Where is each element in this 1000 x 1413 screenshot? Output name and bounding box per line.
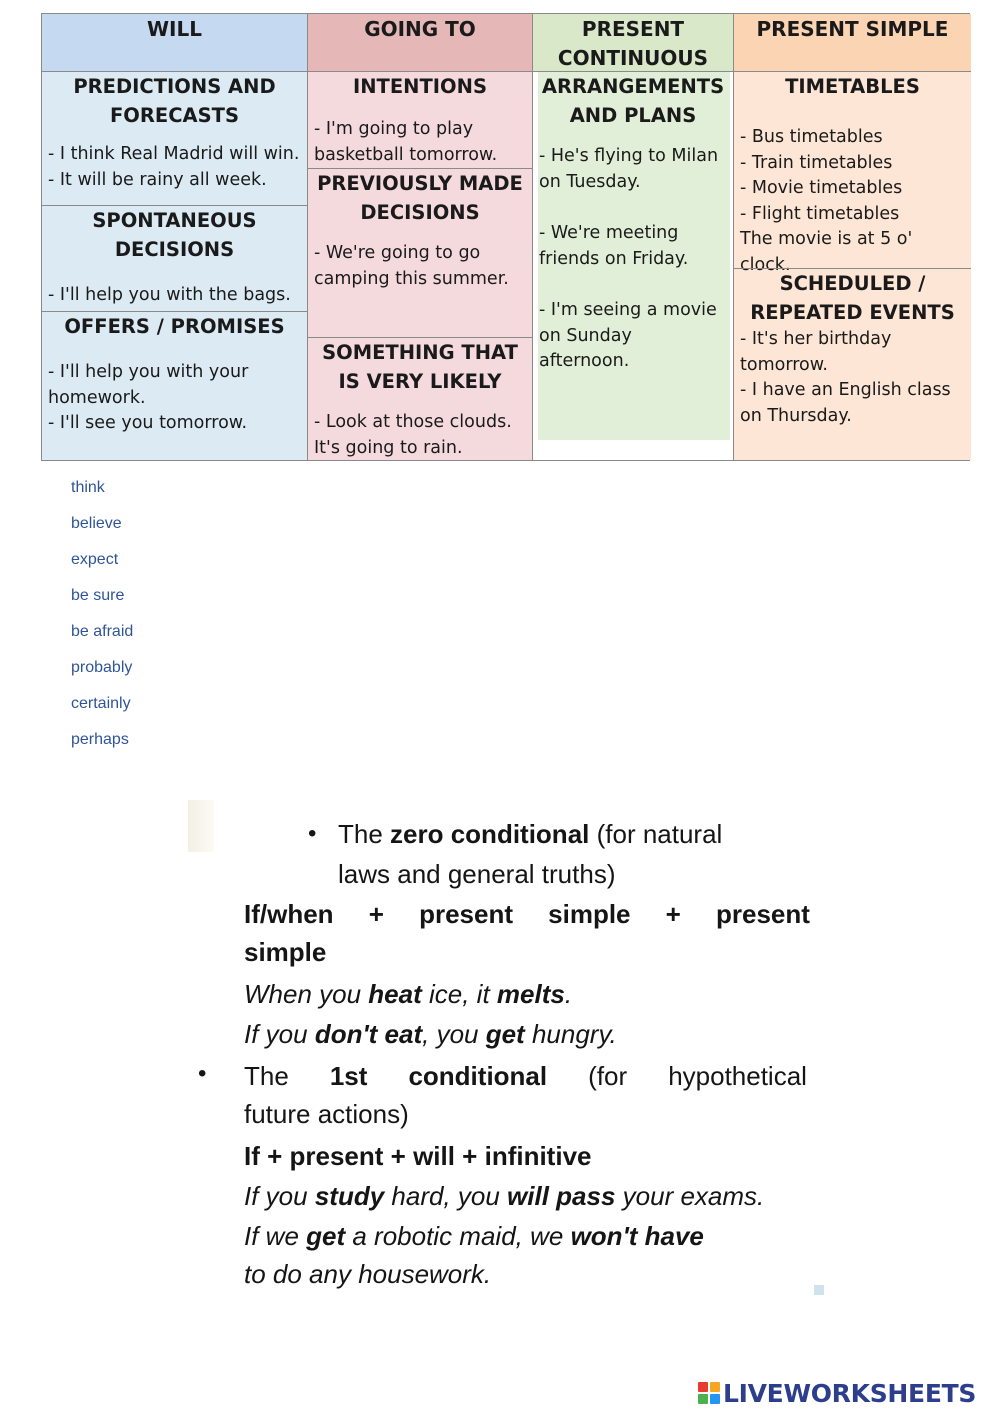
logo-icon — [698, 1382, 720, 1404]
section-title: ARRANGEMENTS AND PLANS — [541, 75, 725, 127]
list-item: think — [71, 479, 105, 496]
present-continuous-column — [533, 14, 734, 460]
example-line: - I think Real Madrid will win. — [48, 144, 300, 164]
example-line: - Flight timetables — [740, 203, 900, 224]
example-line: The movie is at 5 o' clock. — [740, 229, 913, 275]
example-line: on Thursday. — [740, 405, 852, 426]
list-item: perhaps — [71, 731, 129, 748]
section-title: SCHEDULED / REPEATED EVENTS — [750, 272, 955, 324]
arrangements-cell — [533, 72, 733, 452]
example-line: - I'll see you tomorrow. — [48, 413, 248, 433]
zero-conditional-structure: If/when + present simple + present — [244, 899, 810, 929]
going-to-column — [308, 14, 533, 460]
example-line: - I'm going to play — [314, 119, 474, 139]
tenses-table — [41, 13, 970, 461]
going-very-likely-cell — [308, 337, 532, 461]
will-spontaneous-cell — [42, 205, 307, 311]
example-line: - I'm seeing a movie — [539, 300, 717, 320]
list-item: be sure — [71, 587, 125, 604]
will-offers-cell — [42, 311, 307, 461]
list-item: expect — [71, 551, 119, 568]
liveworksheets-logo — [698, 1378, 976, 1408]
section-title: SPONTANEOUS DECISIONS — [92, 209, 257, 261]
list-item: believe — [71, 515, 122, 532]
section-title: INTENTIONS — [352, 75, 487, 98]
example-line: homework. — [48, 387, 146, 408]
section-title: PREDICTIONS AND FORECASTS — [73, 75, 276, 127]
zero-conditional-example-2: If you don't eat, you get hungry. — [244, 1019, 617, 1049]
section-title: TIMETABLES — [785, 75, 920, 98]
first-conditional-example-2-line2: to do any housework. — [244, 1259, 492, 1289]
first-conditional-label-line2: future actions) — [244, 1099, 409, 1129]
example-line: camping this summer. — [314, 268, 509, 289]
first-conditional-example-1: If you study hard, you will pass your exams. — [244, 1181, 765, 1211]
section-title: PREVIOUSLY MADE DECISIONS — [317, 172, 523, 224]
example-line: on Tuesday. — [539, 171, 641, 192]
example-line: - Train timetables — [740, 152, 893, 173]
opinion-words-list — [71, 475, 133, 763]
timetables-cell — [734, 72, 971, 275]
example-line: - He's flying to Milan — [539, 146, 719, 166]
list-item: probably — [71, 659, 133, 676]
first-conditional-label: The 1st conditional (for hypothetical — [244, 1061, 807, 1091]
example-line: friends on Friday. — [539, 248, 689, 269]
will-column — [42, 14, 308, 460]
going-to-header: GOING TO — [308, 14, 532, 72]
zero-conditional-example-1: When you heat ice, it melts. — [244, 979, 573, 1009]
bullet-icon: • — [308, 820, 317, 847]
will-predictions-cell — [42, 72, 307, 205]
example-line: - Look at those clouds. — [314, 412, 512, 432]
example-line: - It will be rainy all week. — [48, 169, 267, 190]
example-line: - I have an English class — [740, 380, 951, 400]
example-line: - We're meeting — [539, 223, 679, 243]
first-conditional-structure: If + present + will + infinitive — [244, 1141, 592, 1171]
zero-conditional-label-line2: laws and general truths) — [338, 859, 616, 889]
scheduled-events-cell — [734, 268, 971, 461]
logo-text: LIVEWORKSHEETS — [723, 1378, 977, 1408]
example-line: - It's her birthday — [740, 329, 892, 349]
present-simple-header: PRESENT SIMPLE — [734, 14, 971, 72]
example-line: - Bus timetables — [740, 127, 883, 147]
present-continuous-header: PRESENT CONTINUOUS — [533, 14, 733, 72]
example-line: on Sunday afternoon. — [539, 325, 632, 371]
will-header: WILL — [42, 14, 307, 72]
list-item: certainly — [71, 695, 131, 712]
first-conditional-example-2: If we get a robotic maid, we won't have — [244, 1221, 704, 1251]
bullet-icon: • — [198, 1060, 207, 1087]
going-previous-decisions-cell — [308, 168, 532, 337]
present-simple-column — [734, 14, 971, 460]
example-line: - I'll help you with the bags. — [48, 285, 291, 305]
example-line: - I'll help you with your — [48, 362, 249, 382]
example-line: It's going to rain. — [314, 437, 463, 458]
zero-conditional-structure-line2: simple — [244, 937, 327, 967]
example-line: - Movie timetables — [740, 178, 903, 198]
list-item: be afraid — [71, 623, 134, 640]
example-line: - We're going to go — [314, 243, 481, 263]
section-title: SOMETHING THAT IS VERY LIKELY — [322, 341, 518, 393]
zero-conditional-label: The zero conditional (for natural — [338, 819, 723, 849]
conditionals-scan — [188, 800, 824, 1295]
example-line: basketball tomorrow. — [314, 144, 498, 165]
section-title: OFFERS / PROMISES — [64, 315, 285, 338]
example-line: tomorrow. — [740, 354, 828, 375]
going-intentions-cell — [308, 72, 532, 168]
